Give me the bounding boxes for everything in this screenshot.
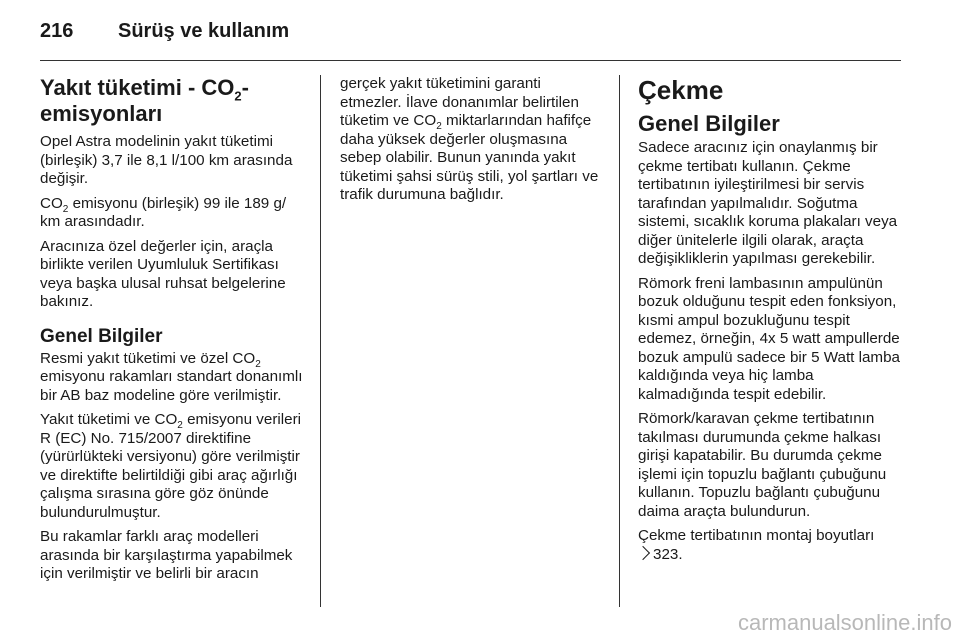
chapter-title: Sürüş ve kullanım: [118, 20, 290, 42]
page-reference-link[interactable]: 323.: [653, 545, 683, 563]
section-heading-towing: Çekme: [638, 75, 724, 105]
paragraph: Yakıt tüketimi ve $CO_2$ emisyonu verileri R (EC) No. 715/2007 direktifine (yürürlükteki versiyonu) göre verilmiştir ve direktifte belirtildiği gibi araç ağırlığı çalışma sırasına göre göz önünde bulundurulmuştur.: [40, 411, 302, 521]
section-heading-fuel-consumption: Yakıt tüketimi - $CO_2-$ emisyonları: [40, 75, 249, 126]
column-divider: [320, 75, 321, 607]
paragraph: Resmi yakıt tüketimi ve özel $CO_2$ emisyonu rakamları standart donanımlı bir AB baz modeline göre verilmiştir.: [40, 349, 303, 404]
paragraph: gerçek yakıt tüketimini garanti etmezler. İlave donanımlar belirtilen tüketim ve $CO_2$ miktarlarından hafifçe daha yüksek değerler oluşmasına sebep olabilir. Bunun yanında yakıt tüketimi şahsi sürüş stili, yol şartları ve trafik durumuna bağlıdır.: [340, 75, 599, 203]
paragraph: Aracınıza özel değerler için, araçla birlikte verilen Uyumluluk Sertifikası veya başka ulusal ruhsat belgelerine bakınız.: [40, 237, 286, 310]
paragraph: Opel Astra modelinin yakıt tüketimi (birleşik) 3,7 ile 8,1 l/100 km arasında değişir.: [40, 133, 293, 187]
watermark: carmanualsonline.info: [737, 610, 952, 635]
header-rule: [40, 60, 901, 61]
subheading-general-info: Genel Bilgiler: [638, 111, 780, 136]
paragraph: Römork/karavan çekme tertibatının takılması durumunda çekme halkası girişi kapatabilir. Bu durumda çekme işlemi için topuzlu bağlantı çubuğunu kullanın. Topuzlu bağlantı çubuğunu daima araçta bulundurun.: [638, 410, 887, 520]
page-number: 216: [40, 20, 74, 42]
subheading-general-info: Genel Bilgiler: [40, 325, 163, 347]
paragraph: Römork freni lambasının ampulünün bozuk olduğunu tespit eden fonksiyon, kısmi ampul bozukluğunu tespit edemez, örneğin, 4x 5 watt ampullerde bozuk ampulü sadece bir 5 Watt lamba kaldığında veya hiç lamba kalmadığında tespit edebilir.: [638, 274, 900, 403]
column-right: [638, 75, 903, 570]
column-middle: [340, 75, 605, 211]
paragraph: $CO_2$ emisyonu (birleşik) 99 ile 189 g/ km arasındadır.: [40, 194, 287, 230]
arrow-reference-icon: [636, 545, 650, 559]
paragraph: Çekme tertibatının montaj boyutları 323.: [638, 527, 903, 564]
column-divider: [619, 75, 620, 607]
paragraph: Sadece aracınız için onaylanmış bir çekme tertibatı kullanın. Çekme tertibatının iyileştirilmesi bir servis tarafından yapılmalıdır. Soğutma sistemi, sıcaklık koruma plakaları veya diğer ünitelerle ilgili olarak, araçta değişikliklerin yapılması gerekebilir.: [638, 139, 898, 267]
column-left: [40, 75, 305, 590]
paragraph: Bu rakamlar farklı araç modelleri arasında bir karşılaştırma yapabilmek için verilmiştir ve belirli bir aracın: [40, 528, 293, 582]
